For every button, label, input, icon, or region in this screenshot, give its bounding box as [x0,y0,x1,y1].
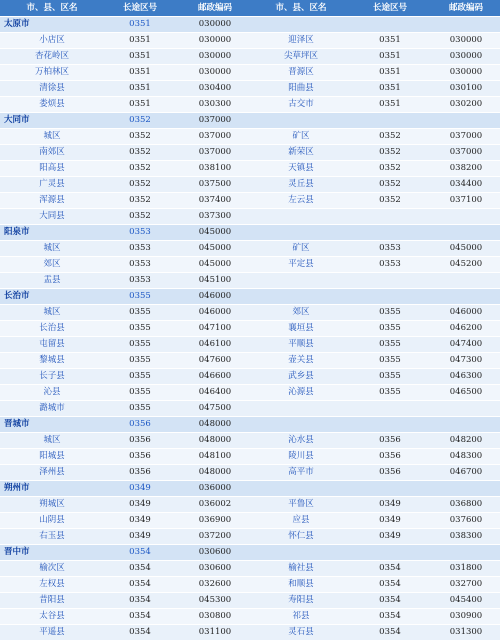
area-code-left: 0356 [100,433,176,449]
area-code-right [348,401,428,417]
area-code-right: 0352 [348,177,428,193]
area-code-left: 0353 [100,241,176,257]
postal-code-right: 034400 [428,177,500,193]
district-name-right: 矿区 [250,129,348,145]
area-code-right: 0352 [348,161,428,177]
postal-code-right: 048200 [428,433,500,449]
area-code-right: 0353 [348,257,428,273]
postal-code-right: 046300 [428,369,500,385]
table-row [0,193,500,209]
district-name-right: 尖草坪区 [250,49,348,65]
district-name-left: 右玉县 [0,529,100,545]
postal-code-left: 030800 [176,609,250,625]
table-row [0,161,500,177]
postal-code-left: 037300 [176,209,250,225]
district-name-right: 武乡县 [250,369,348,385]
header-cell-code-left: 长途区号 [100,0,176,17]
city-postal-code: 045000 [176,225,250,241]
table-row [0,593,500,609]
city-area-code: 0352 [100,113,176,129]
postal-code-left: 038100 [176,161,250,177]
postal-code-right [428,401,500,417]
area-code-left: 0352 [100,193,176,209]
header-cell-code-right: 长途区号 [348,0,428,17]
district-name-right: 平顺县 [250,337,348,353]
postal-code-right: 045200 [428,257,500,273]
district-name-right: 榆社县 [250,561,348,577]
district-name-right: 和顺县 [250,577,348,593]
table-row [0,177,500,193]
empty-cell [348,113,428,129]
postal-code-right: 030000 [428,33,500,49]
area-code-right: 0355 [348,321,428,337]
empty-cell [348,289,428,305]
city-postal-code: 048000 [176,417,250,433]
table-row [0,129,500,145]
empty-cell [250,481,348,497]
city-name: 长治市 [0,289,100,305]
district-name-left: 长子县 [0,369,100,385]
empty-cell [348,417,428,433]
area-code-right: 0351 [348,81,428,97]
area-code-left: 0353 [100,257,176,273]
postal-code-left: 047100 [176,321,250,337]
table-row [0,561,500,577]
table-row [0,145,500,161]
table-row [0,337,500,353]
district-name-left: 阳高县 [0,161,100,177]
district-name-left: 万柏林区 [0,65,100,81]
district-name-left: 郊区 [0,257,100,273]
empty-cell [428,545,500,561]
postal-code-left: 048000 [176,465,250,481]
table-row [0,273,500,289]
empty-cell [250,113,348,129]
table-row [0,81,500,97]
table-row [0,65,500,81]
postal-code-right: 030000 [428,49,500,65]
area-code-right: 0352 [348,129,428,145]
area-code-right: 0354 [348,577,428,593]
table-row [0,529,500,545]
area-code-right: 0349 [348,529,428,545]
district-name-left: 昔阳县 [0,593,100,609]
postal-code-left: 037000 [176,129,250,145]
area-code-right [348,209,428,225]
district-name-left: 清徐县 [0,81,100,97]
district-name-right: 壶关县 [250,353,348,369]
area-code-right: 0353 [348,241,428,257]
postal-code-left: 030000 [176,49,250,65]
area-code-right: 0356 [348,449,428,465]
district-name-right: 寿阳县 [250,593,348,609]
district-name-left: 盂县 [0,273,100,289]
empty-cell [428,113,500,129]
district-name-left: 山阴县 [0,513,100,529]
empty-cell [348,545,428,561]
city-row [0,545,500,561]
postal-code-right: 031800 [428,561,500,577]
table-row [0,353,500,369]
city-row [0,289,500,305]
city-area-code: 0351 [100,17,176,33]
postal-code-left: 045000 [176,257,250,273]
district-name-right [250,401,348,417]
area-code-left: 0352 [100,145,176,161]
district-name-left: 泽州县 [0,465,100,481]
table-row [0,433,500,449]
area-code-right: 0351 [348,97,428,113]
postal-code-left: 047500 [176,401,250,417]
postal-code-right: 046500 [428,385,500,401]
postal-code-right: 038300 [428,529,500,545]
postal-code-left: 030300 [176,97,250,113]
district-name-left: 平遥县 [0,625,100,641]
area-code-left: 0356 [100,449,176,465]
district-name-left: 城区 [0,305,100,321]
area-code-left: 0355 [100,305,176,321]
postal-code-left: 036900 [176,513,250,529]
district-name-left: 黎城县 [0,353,100,369]
postal-code-left: 032600 [176,577,250,593]
city-name: 阳泉市 [0,225,100,241]
city-row [0,481,500,497]
district-name-right: 平鲁区 [250,497,348,513]
postal-code-right: 038200 [428,161,500,177]
postal-code-right: 031300 [428,625,500,641]
postal-code-right: 037600 [428,513,500,529]
district-name-left: 太谷县 [0,609,100,625]
empty-cell [348,17,428,33]
area-code-left: 0355 [100,385,176,401]
district-name-left: 沁县 [0,385,100,401]
district-name-right: 左云县 [250,193,348,209]
city-row [0,113,500,129]
area-code-left: 0355 [100,353,176,369]
area-code-left: 0351 [100,97,176,113]
district-name-right: 灵丘县 [250,177,348,193]
table-row [0,577,500,593]
city-area-code: 0354 [100,545,176,561]
city-row [0,417,500,433]
area-code-left: 0355 [100,401,176,417]
postal-code-right: 048300 [428,449,500,465]
area-code-left: 0356 [100,465,176,481]
postal-code-left: 045300 [176,593,250,609]
district-name-left: 城区 [0,129,100,145]
district-name-right: 古交市 [250,97,348,113]
district-name-right: 矿区 [250,241,348,257]
postal-code-right: 045400 [428,593,500,609]
area-code-left: 0354 [100,561,176,577]
city-postal-code: 046000 [176,289,250,305]
table-row [0,497,500,513]
empty-cell [348,225,428,241]
postal-code-right: 037100 [428,193,500,209]
postal-code-left: 036002 [176,497,250,513]
postal-code-right: 046000 [428,305,500,321]
city-postal-code: 037000 [176,113,250,129]
area-code-right: 0354 [348,609,428,625]
area-code-right: 0349 [348,497,428,513]
city-postal-code: 036000 [176,481,250,497]
area-code-right: 0355 [348,385,428,401]
city-name: 太原市 [0,17,100,33]
area-code-left: 0351 [100,49,176,65]
area-code-left: 0355 [100,321,176,337]
area-code-left: 0354 [100,609,176,625]
postal-code-left: 045100 [176,273,250,289]
district-name-right [250,273,348,289]
postal-code-left: 047600 [176,353,250,369]
area-code-left: 0352 [100,209,176,225]
empty-cell [428,481,500,497]
area-code-right: 0354 [348,561,428,577]
district-name-left: 杏花岭区 [0,49,100,65]
table-row [0,305,500,321]
area-code-right: 0352 [348,145,428,161]
district-name-left: 浑源县 [0,193,100,209]
area-code-right: 0351 [348,33,428,49]
city-row [0,225,500,241]
postal-code-right [428,209,500,225]
table-row [0,625,500,641]
area-code-left: 0349 [100,513,176,529]
postal-code-right: 037000 [428,129,500,145]
table-row [0,401,500,417]
empty-cell [250,417,348,433]
postal-code-left: 030000 [176,65,250,81]
postal-code-left: 046100 [176,337,250,353]
area-code-left: 0351 [100,33,176,49]
postal-code-right: 032700 [428,577,500,593]
district-name-left: 屯留县 [0,337,100,353]
district-name-left: 娄烦县 [0,97,100,113]
header-cell-name-right: 市、县、区名 [250,0,348,17]
area-code-left: 0351 [100,81,176,97]
city-name: 朔州市 [0,481,100,497]
district-name-left: 小店区 [0,33,100,49]
postal-code-right: 046200 [428,321,500,337]
header-cell-name-left: 市、县、区名 [0,0,100,17]
postal-code-left: 046600 [176,369,250,385]
postal-code-right [428,273,500,289]
area-code-right: 0352 [348,193,428,209]
area-code-right: 0355 [348,337,428,353]
district-name-left: 左权县 [0,577,100,593]
postal-code-left: 037000 [176,145,250,161]
city-name: 大同市 [0,113,100,129]
postal-code-right: 047400 [428,337,500,353]
city-name: 晋中市 [0,545,100,561]
district-name-right: 阳曲县 [250,81,348,97]
district-name-right: 沁水县 [250,433,348,449]
area-code-right: 0356 [348,433,428,449]
district-name-right: 灵石县 [250,625,348,641]
district-name-right: 高平市 [250,465,348,481]
area-code-right: 0354 [348,593,428,609]
area-code-right: 0356 [348,465,428,481]
area-code-left: 0351 [100,65,176,81]
city-row [0,17,500,33]
table-row [0,321,500,337]
area-code-right: 0355 [348,305,428,321]
district-name-left: 长治县 [0,321,100,337]
postal-code-left: 030600 [176,561,250,577]
empty-cell [250,17,348,33]
city-area-code: 0355 [100,289,176,305]
area-code-left: 0355 [100,369,176,385]
postal-code-right: 030900 [428,609,500,625]
district-name-right: 天镇县 [250,161,348,177]
postal-code-right: 037000 [428,145,500,161]
table-row [0,241,500,257]
empty-cell [250,289,348,305]
district-name-left: 广灵县 [0,177,100,193]
district-name-left: 朔城区 [0,497,100,513]
table-row [0,49,500,65]
postal-code-right: 047300 [428,353,500,369]
postal-code-right: 030200 [428,97,500,113]
postal-code-left: 031100 [176,625,250,641]
area-code-left: 0349 [100,529,176,545]
area-code-left: 0354 [100,577,176,593]
empty-cell [428,225,500,241]
postal-code-right: 046700 [428,465,500,481]
area-code-right [348,273,428,289]
empty-cell [428,417,500,433]
area-code-right: 0351 [348,65,428,81]
postal-code-right: 045000 [428,241,500,257]
area-code-right: 0354 [348,625,428,641]
district-name-left: 城区 [0,241,100,257]
header-cell-post-left: 邮政编码 [176,0,250,17]
table-row [0,209,500,225]
table-row [0,513,500,529]
area-code-left: 0354 [100,593,176,609]
postal-code-left: 046000 [176,305,250,321]
district-name-left: 潞城市 [0,401,100,417]
empty-cell [428,289,500,305]
area-code-left: 0352 [100,177,176,193]
table-row [0,465,500,481]
district-name-left: 南郊区 [0,145,100,161]
city-area-code: 0353 [100,225,176,241]
postal-code-left: 037400 [176,193,250,209]
postal-code-left: 030000 [176,33,250,49]
header-cell-post-right: 邮政编码 [428,0,500,17]
district-name-left: 城区 [0,433,100,449]
district-name-right: 陵川县 [250,449,348,465]
postal-code-left: 037500 [176,177,250,193]
district-name-left: 大同县 [0,209,100,225]
district-name-left: 榆次区 [0,561,100,577]
district-name-right: 沁源县 [250,385,348,401]
table-row [0,33,500,49]
area-code-right: 0349 [348,513,428,529]
district-name-right: 郊区 [250,305,348,321]
area-code-left: 0352 [100,161,176,177]
table-row [0,97,500,113]
postal-code-right: 030000 [428,65,500,81]
district-name-right [250,209,348,225]
area-code-left: 0349 [100,497,176,513]
postal-code-right: 030100 [428,81,500,97]
postal-code-left: 045000 [176,241,250,257]
postal-code-left: 030400 [176,81,250,97]
table-row [0,369,500,385]
table-row [0,449,500,465]
postal-code-right: 036800 [428,497,500,513]
area-code-right: 0351 [348,49,428,65]
area-code-right: 0355 [348,369,428,385]
district-name-right: 祁县 [250,609,348,625]
area-code-left: 0352 [100,129,176,145]
district-name-right: 襄垣县 [250,321,348,337]
district-name-left: 阳城县 [0,449,100,465]
table-row [0,385,500,401]
area-code-left: 0354 [100,625,176,641]
district-name-right: 应县 [250,513,348,529]
postal-code-left: 048100 [176,449,250,465]
district-name-right: 新荣区 [250,145,348,161]
empty-cell [428,17,500,33]
table-row [0,257,500,273]
table-row [0,609,500,625]
district-name-right: 平定县 [250,257,348,273]
postal-code-left: 046400 [176,385,250,401]
city-area-code: 0349 [100,481,176,497]
empty-cell [250,545,348,561]
header-row [0,0,500,17]
postal-code-left: 048000 [176,433,250,449]
city-area-code: 0356 [100,417,176,433]
postal-code-left: 037200 [176,529,250,545]
district-name-right: 迎泽区 [250,33,348,49]
area-code-left: 0353 [100,273,176,289]
empty-cell [250,225,348,241]
city-name: 晋城市 [0,417,100,433]
city-postal-code: 030000 [176,17,250,33]
district-name-right: 晋源区 [250,65,348,81]
district-name-right: 怀仁县 [250,529,348,545]
city-postal-code: 030600 [176,545,250,561]
area-code-left: 0355 [100,337,176,353]
area-code-right: 0355 [348,353,428,369]
empty-cell [348,481,428,497]
